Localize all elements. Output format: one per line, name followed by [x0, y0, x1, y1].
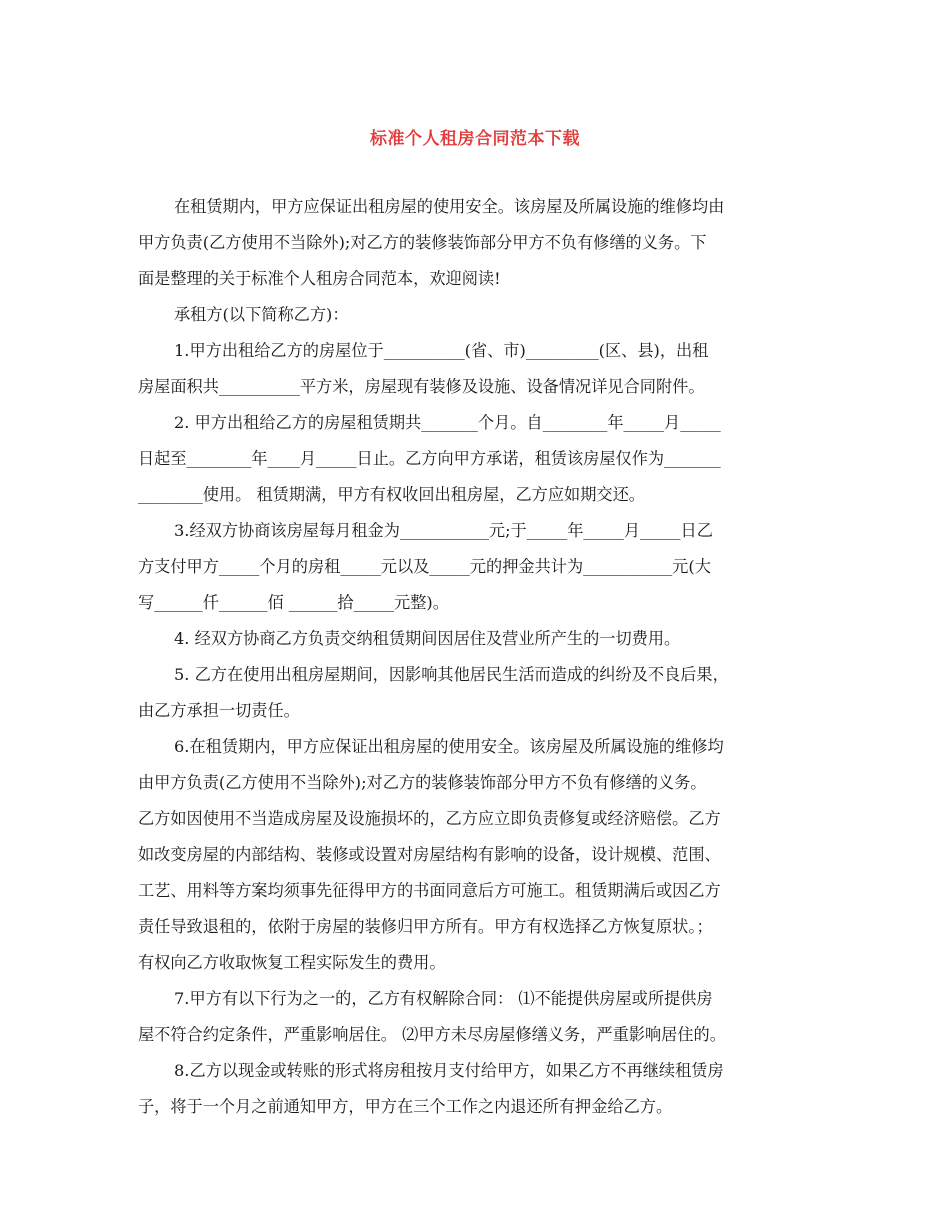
text-line: 由乙方承担一切责任。 — [138, 701, 300, 720]
document-title: 标准个人租房合同范本下载 — [370, 129, 580, 149]
text-line: 2. 甲方出租给乙方的房屋租赁期共_______个月。自________年_____月_____ — [174, 413, 721, 432]
text-line: 8.乙方以现金或转账的形式将房租按月支付给甲方，如果乙方不再继续租赁房 — [174, 1061, 724, 1080]
text-line: 子，将于一个月之前通知甲方，甲方在三个工作之内退还所有押金给乙方。 — [138, 1097, 673, 1116]
text-line: 由甲方负责(乙方使用不当除外);对乙方的装修装饰部分甲方不负有修缮的义务。 — [138, 773, 707, 792]
text-line: 方支付甲方_____个月的房租_____元以及_____元的押金共计为___________元(大 — [138, 557, 711, 576]
text-line: 责任导致退租的，依附于房屋的装修归甲方所有。甲方有权选择乙方恢复原状。； — [138, 917, 713, 936]
text-line: 6.在租赁期内，甲方应保证出租房屋的使用安全。该房屋及所属设施的维修均 — [174, 737, 724, 756]
text-line: 工艺、用料等方案均须事先征得甲方的书面同意后方可施工。租赁期满后或因乙方 — [138, 881, 721, 900]
text-line: 在租赁期内，甲方应保证出租房屋的使用安全。该房屋及所属设施的维修均由 — [174, 197, 725, 216]
text-line: 写______仟______佰 ______拾_____元整)。 — [138, 593, 449, 612]
text-line: 如改变房屋的内部结构、装修或设置对房屋结构有影响的设备，设计规模、范围、 — [138, 845, 721, 864]
text-line: 甲方负责(乙方使用不当除外);对乙方的装修装饰部分甲方不负有修缮的义务。下 — [138, 233, 707, 252]
text-line: 有权向乙方收取恢复工程实际发生的费用。 — [138, 953, 446, 972]
text-line: 屋不符合约定条件，严重影响居住。 ⑵甲方未尽房屋修缮义务，严重影响居住的。 — [138, 1025, 726, 1044]
text-line: 4. 经双方协商乙方负责交纳租赁期间因居住及营业所产生的一切费用。 — [174, 629, 681, 648]
document-body — [138, 192, 818, 1128]
text-line: 承租方(以下简称乙方)： — [174, 305, 349, 324]
text-line: 3.经双方协商该房屋每月租金为___________元;于_____年_____月_____日乙 — [174, 521, 713, 540]
text-line: 面是整理的关于标准个人租房合同范本，欢迎阅读! — [138, 269, 501, 288]
text-line: 日起至________年____月_____日止。乙方向甲方承诺，租赁该房屋仅作为_______ — [138, 449, 721, 468]
text-line: 乙方如因使用不当造成房屋及设施损坏的，乙方应立即负责修复或经济赔偿。乙方 — [138, 809, 721, 828]
text-line: 房屋面积共__________平方米，房屋现有装修及设施、设备情况详见合同附件。 — [138, 377, 705, 396]
text-line: 7.甲方有以下行为之一的，乙方有权解除合同： ⑴不能提供房屋或所提供房 — [174, 989, 713, 1008]
text-line: 1.甲方出租给乙方的房屋位于__________(省、市)_________(区、县)，出租 — [174, 341, 709, 360]
text-line: ________使用。 租赁期满，甲方有权收回出租房屋，乙方应如期交还。 — [138, 485, 645, 504]
text-line: 5. 乙方在使用出租房屋期间，因影响其他居民生活而造成的纠纷及不良后果， — [174, 665, 729, 684]
